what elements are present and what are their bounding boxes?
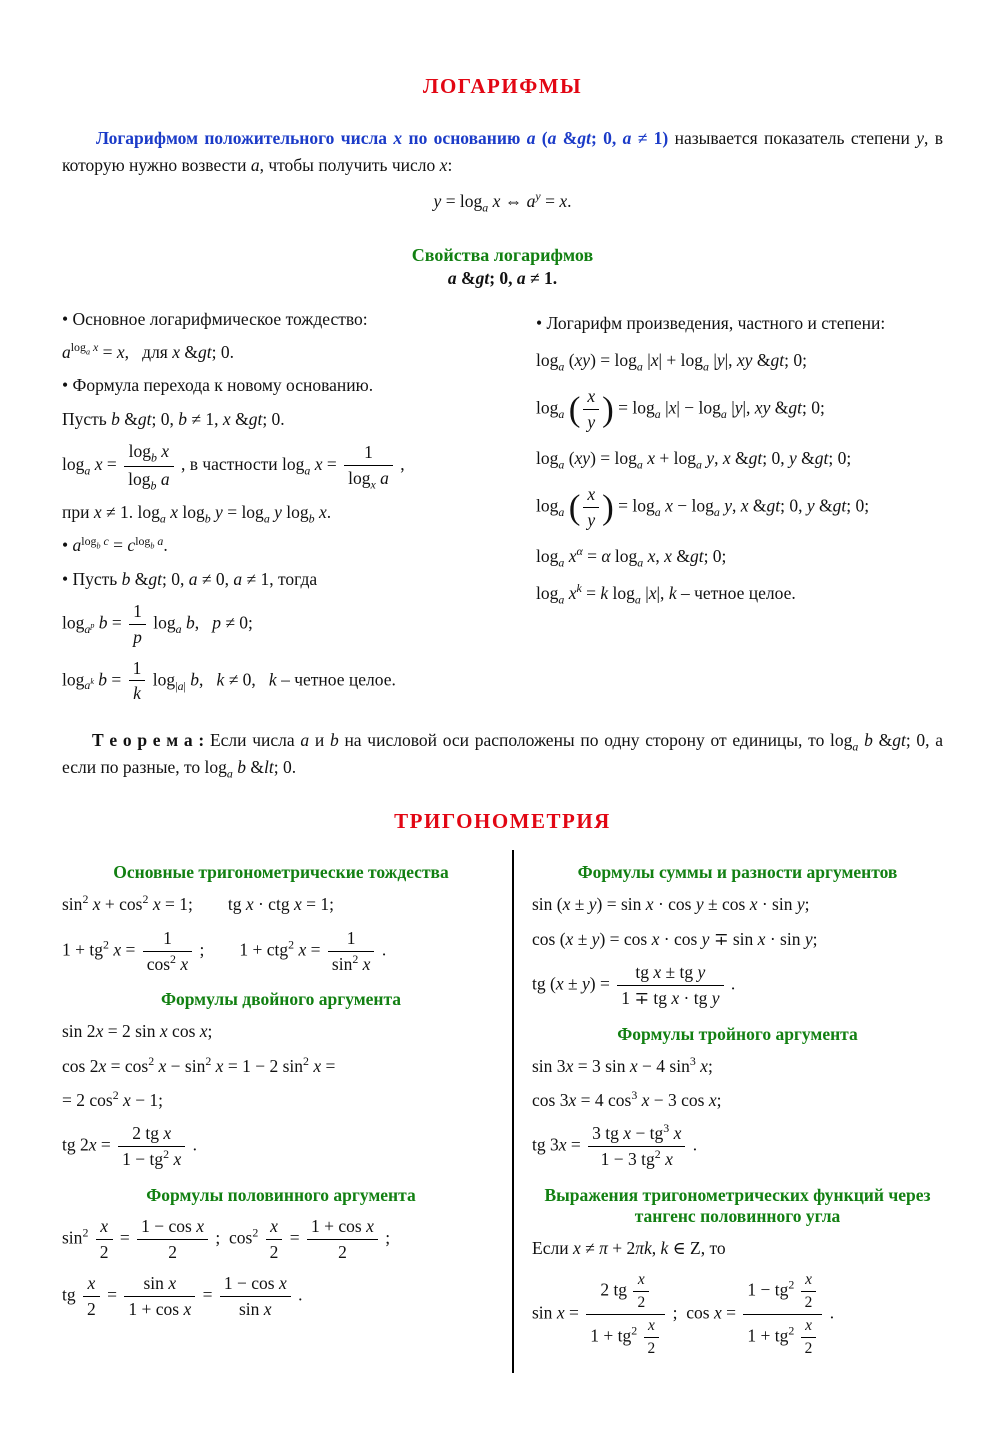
logarithm-definition-paragraph — [62, 125, 943, 179]
trig-section-heading: Выражения тригонометрических функций через тангенс половинного угла — [544, 1184, 931, 1226]
theorem-text: Если числа a и b на числовой оси расположены по одну сторону от единицы, то $\log_a b$ &gt; 0, а если по разные, то $\log_a b$ &lt; 0. — [62, 730, 944, 781]
trig-formula-line: tg (x ± y) = $\frac{\text{tg x ± tg y}}{\text{1 ∓ tg x · tg y}}$ . — [532, 962, 736, 1008]
log-property-line: $\log_a x^k = k$ $\log_a |x|$, k – четное целое. — [536, 581, 796, 607]
trig-formula-line: = 2 $\cos^2 x - 1$; — [62, 1088, 164, 1110]
log-property-line: $\log_a$ ( $\frac{x}{y}$ ) = $\log_a |x| - \log_a |y|$, xy &gt; 0; — [536, 386, 825, 433]
trig-section-identities — [62, 862, 500, 975]
logarithms-title: ЛОГАРИФМЫ — [422, 74, 583, 98]
log-property-line: • Основное логарифмическое тождество: — [62, 308, 368, 329]
log-property-line: $\log_a (xy) = \log_a x + \log_a y$, x &gt; 0, y &gt; 0; — [536, 447, 852, 472]
log-property-line: • $a^{log_b c} = c^{log_b a}$. — [62, 533, 168, 556]
trig-formula-line: tg 3x = $\frac{3 tg x - tg^3 x}{1 - 3 tg^2 x}$ . — [532, 1121, 698, 1170]
log-property-line: • Логарифм произведения, частного и степени: — [536, 312, 886, 333]
trig-formula-line: sin 2x = 2 sin x cos x; — [62, 1021, 213, 1042]
properties-condition: a &gt; 0, a ≠ 1. — [447, 267, 558, 288]
log-property-line: Пусть b &gt; 0, b ≠ 1, x &gt; 0. — [62, 408, 285, 429]
trig-section-heading: Формулы тройного аргумента — [617, 1023, 858, 1044]
log-property-line: $\log_a$ ( $\frac{x}{y}$ ) = $\log_a x - \log_a y$, x &gt; 0, y &gt; 0; — [536, 484, 870, 531]
log-property-line: $\log_a x$ = $\frac{\log_b x}{\log_b a}$ , в частности $\log_a x$ = $\frac{1}{\log_x a}$ , — [62, 441, 405, 493]
trig-left-column — [62, 850, 512, 1373]
log-property-line: • Формула перехода к новому основанию. — [62, 375, 374, 396]
trig-section-heading: Формулы половинного аргумента — [146, 1184, 416, 1205]
trig-formula-line: $\cos 2x = \cos^2 x - \sin^2 x = 1 - 2$ $\sin^2 x$ = — [62, 1053, 336, 1076]
theorem-label: Т е о р е м а : — [92, 730, 205, 751]
trig-formula-line: cos (x ± y) = cos x · cos y ∓ sin x · sin y; — [532, 928, 818, 949]
trigonometry-title: ТРИГОНОМЕТРИЯ — [394, 809, 611, 834]
logarithm-definition-formula: $y = \log_a x$ ⇔ $a^y = x$. — [433, 189, 572, 215]
log-property-line: $\log_a x^\alpha = \alpha$ $\log_a x$, x &gt; 0; — [536, 544, 727, 570]
trig-formula-line: sin (x ± y) = sin x · cos y ± cos x · sin y; — [532, 894, 810, 915]
properties-heading: Свойства логарифмов — [411, 244, 594, 265]
trig-section-heading: Основные тригонометрические тождества — [113, 862, 449, 883]
trig-formula-line: tg 2x = $\frac{\text{2 tg x}}{1 - tg^2 x}$ . — [62, 1123, 197, 1170]
properties-left-column — [62, 299, 510, 713]
trig-formula-line: $1 + tg^2$ x = $\frac{1}{\cos^2 x}$ ; 1 + ctg$^2$ x = $\frac{1}{\sin^2 x}$ . — [62, 927, 387, 974]
trig-section-heading: Формулы двойного аргумента — [160, 989, 402, 1010]
trig-formula-line: sin 3x = 3 sin x − 4 $\sin^3 x$; — [532, 1053, 713, 1076]
log-property-line: $a^{log_a x} = x$, для x &gt; 0. — [62, 340, 235, 363]
trigonometry-columns — [62, 850, 943, 1373]
trig-section-heading: Формулы суммы и разности аргументов — [577, 862, 898, 883]
trig-section-double-angle — [62, 989, 500, 1171]
log-property-line: $\log_{a^p} b$ = $\frac{1}{p}$ $\log_a b$, p ≠ 0; — [62, 601, 253, 647]
log-property-line: при x ≠ 1. $\log_a x$ $\log_b y = \log_a y$ $\log_b x$. — [62, 501, 332, 526]
trig-formula-line: $\sin^2$ $\frac{x}{2}$ = $\frac{\text{1 − cos x}}{2}$ ; $\cos^2$ $\frac{x}{2}$ = $\frac{\text{1 + cos x}}{2}$ ; — [62, 1215, 391, 1262]
trig-formula-line: $\sin^2 x + \cos^2 x = 1$; tg x · ctg x = 1; — [62, 892, 334, 915]
log-property-line: $\log_a (xy) = \log_a |x| + \log_a |y|$, xy &gt; 0; — [536, 350, 807, 374]
trig-formula-line: tg $\frac{x}{2}$ = $\frac{\text{sin x}}{\text{1 + cos x}}$ = $\frac{\text{1 − cos x}}{\text{sin x}}$ . — [62, 1273, 303, 1320]
definition-lead-text: Логарифмом положительного числа x по основанию a (a &gt; 0, a ≠ 1) — [96, 128, 669, 148]
trig-section-half-angle — [62, 1185, 500, 1321]
trig-formula-line: cos 3x = 4 $\cos^3 x - 3$ cos x; — [532, 1088, 722, 1110]
trig-section-half-angle-tangent — [532, 1185, 943, 1359]
log-property-line: • Пусть b &gt; 0, a ≠ 0, a ≠ 1, тогда — [62, 568, 318, 589]
theorem-paragraph — [62, 727, 943, 781]
properties-columns — [62, 299, 943, 713]
trig-formula-line: sin x = 2 tg $\frac{x}{2}$ $1 + tg^2$ $\frac{x}{2}$ ; cos x = $1 - tg^2$ $\frac{x}{2}$ $1 + tg^2$ $\frac{x}{2}$ . — [532, 1271, 835, 1358]
properties-right-column — [536, 299, 943, 713]
trig-section-sum-difference — [532, 862, 943, 1009]
trig-section-triple-angle — [532, 1024, 943, 1171]
trig-condition-line: Если x ≠ π + 2πk, k ∈ Z, то — [532, 1237, 726, 1258]
log-property-line: $\log_{a^k} b$ = $\frac{1}{k}$ $\log_{|a|} b$, k ≠ 0, k – четное целое. — [62, 657, 396, 704]
definition-rest-text: называется показатель степени y, в которую нужно возвести a, чтобы получить число x: — [62, 128, 944, 176]
trig-right-column — [512, 850, 943, 1373]
